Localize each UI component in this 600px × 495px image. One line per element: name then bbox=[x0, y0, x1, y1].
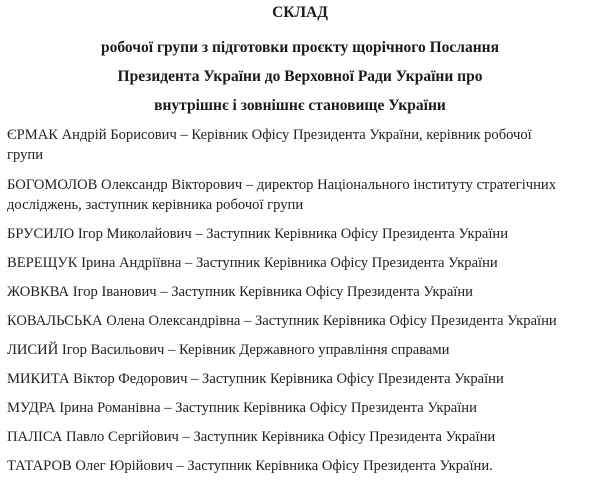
member-item bbox=[7, 282, 597, 302]
member-text: ВЕРЕЩУК Ірина Андріївна – Заступник Керівника Офісу Президента України bbox=[7, 255, 498, 271]
member-text: ТАТАРОВ Олег Юрійович – Заступник Керівника Офісу Президента України. bbox=[7, 458, 493, 474]
member-text: БРУСИЛО Ігор Миколайович – Заступник Керівника Офісу Президента України bbox=[7, 226, 509, 242]
member-item bbox=[7, 456, 597, 476]
member-text-continued: досліджень, заступник керівника робочої групи bbox=[7, 197, 304, 213]
member-item bbox=[7, 125, 597, 165]
member-text: БОГОМОЛОВ Олександр Вікторович – директор Національного інституту стратегічних bbox=[7, 177, 557, 193]
document-subtitle-line-1: робочої групи з підготовки проєкту щорічного Послання bbox=[101, 39, 499, 56]
document-title: СКЛАД bbox=[272, 4, 328, 21]
member-text: ПАЛІСА Павло Сергійович – Заступник Керівника Офісу Президента України bbox=[7, 429, 496, 445]
member-text: МИКИТА Віктор Федорович – Заступник Керівника Офісу Президента України bbox=[7, 371, 504, 387]
member-item bbox=[7, 253, 597, 273]
member-item bbox=[7, 427, 597, 447]
member-item bbox=[7, 369, 597, 389]
member-text: ЛИСИЙ Ігор Васильович – Керівник Державного управління справами bbox=[7, 342, 450, 358]
member-item bbox=[7, 340, 597, 360]
document-subtitle-line-2: Президента України до Верховної Ради України про bbox=[117, 68, 483, 85]
member-item bbox=[7, 311, 597, 331]
document-subtitle-line-3: внутрішнє і зовнішнє становище України bbox=[154, 97, 446, 114]
member-text-continued: групи bbox=[7, 147, 44, 163]
member-text: МУДРА Ірина Романівна – Заступник Керівника Офісу Президента України bbox=[7, 400, 477, 416]
member-list bbox=[7, 125, 597, 476]
member-text: ЄРМАК Андрій Борисович – Керівник Офісу Президента України, керівник робочої bbox=[7, 127, 532, 143]
member-item bbox=[7, 175, 597, 215]
member-text: КОВАЛЬСЬКА Олена Олександрівна – Заступник Керівника Офісу Президента України bbox=[7, 313, 557, 329]
member-item bbox=[7, 398, 597, 418]
member-item bbox=[7, 224, 597, 244]
member-text: ЖОВКВА Ігор Іванович – Заступник Керівника Офісу Президента України bbox=[7, 284, 473, 300]
